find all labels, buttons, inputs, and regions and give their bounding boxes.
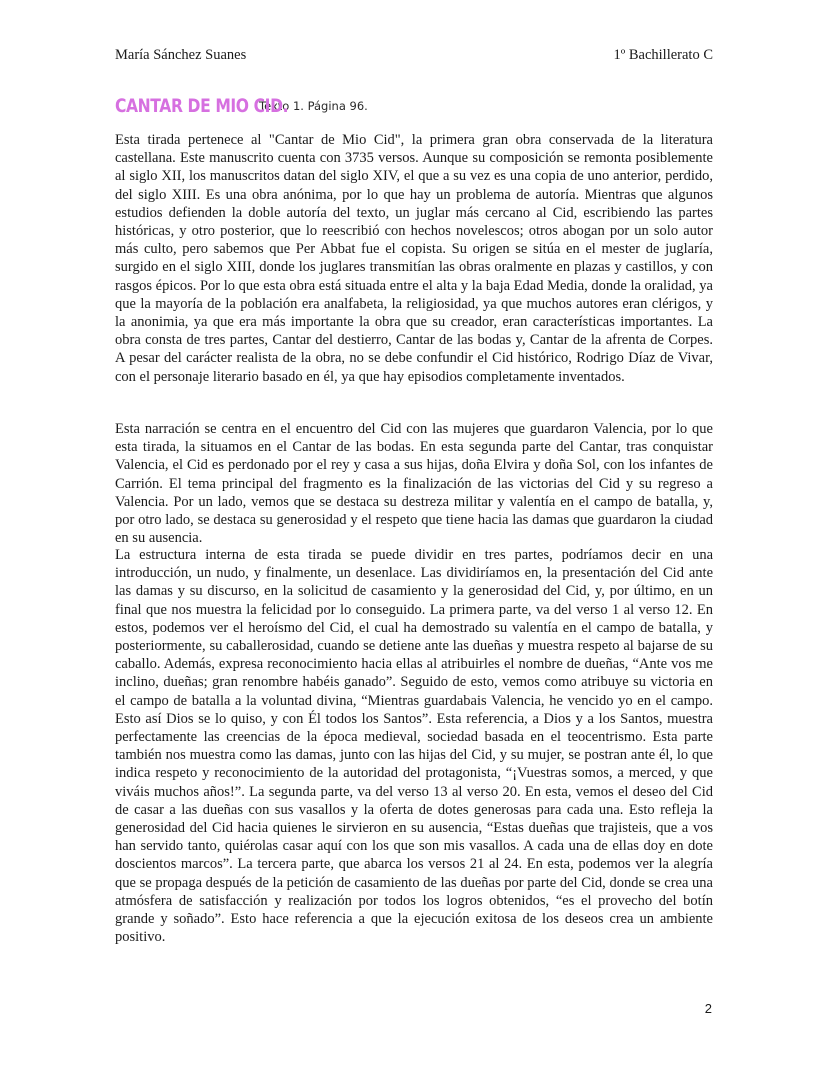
- page-header: [115, 47, 713, 67]
- title-line: [115, 95, 368, 121]
- paragraph-introduction: Esta tirada pertenece al "Cantar de Mio Cid", la primera gran obra conservada de la literatura castellana. Este manuscrito cuenta con 3735 versos. Aunque su composición se remonta posiblemente al siglo XII, los manuscritos datan del siglo XIV, el que a su vez es una copia de uno anterior, perdido, del siglo XIII. Es una obra anónima, por lo que hay un problema de autoría. Mientras que algunos estudios defienden la doble autoría del texto, un juglar más cercano al Cid, escribiendo las partes históricas, y otro posterior, que lo reescribió con hechos novelescos; otros abogan por un solo autor más culto, pero sabemos que Per Abbat fue el copista. Su origen se sitúa en el mester de juglaría, surgido en el siglo XIII, donde los juglares transmitían las obras oralmente en plazas y castillos, y con rasgos épicos. Por lo que esta obra está situada entre el alta y la baja Edad Media, donde la oralidad, ya que la mayoría de la población era analfabeta, la religiosidad, ya que muchos autores eran clérigos, y la anonimia, ya que era más importante la obra que su creador, eran características importantes. La obra consta de tres partes, Cantar del destierro, Cantar de las bodas y, Cantar de la afrenta de Corpes. A pesar del carácter realista de la obra, no se debe confundir el Cid histórico, Rodrigo Díaz de Vivar, con el personaje literario basado en él, ya que hay episodios completamente inventados.: [115, 132, 713, 385]
- paragraph-theme: Esta narración se centra en el encuentro del Cid con las mujeres que guardaron Valencia, por lo que esta tirada, la situamos en el Cantar de las bodas. En esta segunda parte del Cantar, tras conquistar Valencia, el Cid es perdonado por el rey y casa a sus hijas, doña Elvira y doña Sol, con los infantes de Carrión. El tema principal del fragmento es la finalización de las victorias del Cid y su regreso a Valencia. Por un lado, vemos que se destaca su destreza militar y valentía en el campo de batalla, y, por otro lado, se destaca su generosidad y el respeto que tiene hacia las damas que guardaron la ciudad en su ausencia.: [115, 421, 713, 547]
- page-number: 2: [704, 1001, 712, 1016]
- document-title: CANTAR DE MIO CID.: [115, 95, 289, 117]
- paragraph-structure: La estructura interna de esta tirada se puede dividir en tres partes, podríamos decir en una introducción, un nudo, y finalmente, un desenlace. Las dividiríamos en, la presentación del Cid ante las damas y su discurso, en la solicitud de casamiento y la generosidad del Cid, y, por último, en un final que nos muestra la felicidad por lo conseguido. La primera parte, va del verso 1 al verso 12. En estos, podemos ver el heroísmo del Cid, el cual ha demostrado su valentía en el campo de batalla, y posteriormente, su caballerosidad, cuando se detiene ante las dueñas y muestra respeto al bajarse de su caballo. Además, expresa reconocimiento hacia ellas al atribuirles el nombre de dueñas, “Ante vos me inclino, dueñas; gran renombre habéis ganado”. Seguido de esto, vemos como atribuye su victoria en el campo de batalla a la voluntad divina, “Mientras guardabais Valencia, he vencido yo en el campo. Esto así Dios se lo quiso, y con Él todos los Santos”. Esta referencia, a Dios y a los Santos, muestra perfectamente las creencias de la época medieval, sociedad basada en el teocentrismo. Esta parte también nos muestra como las damas, junto con las hijas del Cid, y su mujer, se postran ante él, lo que indica respeto y reconocimiento de la autoridad del protagonista, “¡Vuestras somos, a merced, y que viváis muchos años!”. La segunda parte, va del verso 13 al verso 20. En esta, vemos el deseo del Cid de casar a las dueñas con sus vasallos y la oferta de dotes generosas para cada una. Esto refleja la generosidad del Cid hacia quienes le sirvieron en su ausencia, “Estas dueñas que trajisteis, que a vos han servido tanto, quiérolas casar aquí con los que son mis vasallos. A cada una de ellas doy en dote doscientos marcos”. La tercera parte, que abarca los versos 21 al 24. En esta, podemos ver la alegría que se propaga después de la petición de casamiento de las dueñas por parte del Cid, donde se crea una atmósfera de satisfacción y realización por todos los logros obtenidos, “es el provecho del botín grande y soñado”. Esto hace referencia a que la ejecución exitosa de los deseos crea un ambiente positivo.: [115, 547, 713, 946]
- course-label: 1º Bachillerato C: [613, 47, 713, 63]
- author-name: María Sánchez Suanes: [115, 47, 247, 63]
- document-subtitle: Texto 1. Página 96.: [259, 99, 368, 113]
